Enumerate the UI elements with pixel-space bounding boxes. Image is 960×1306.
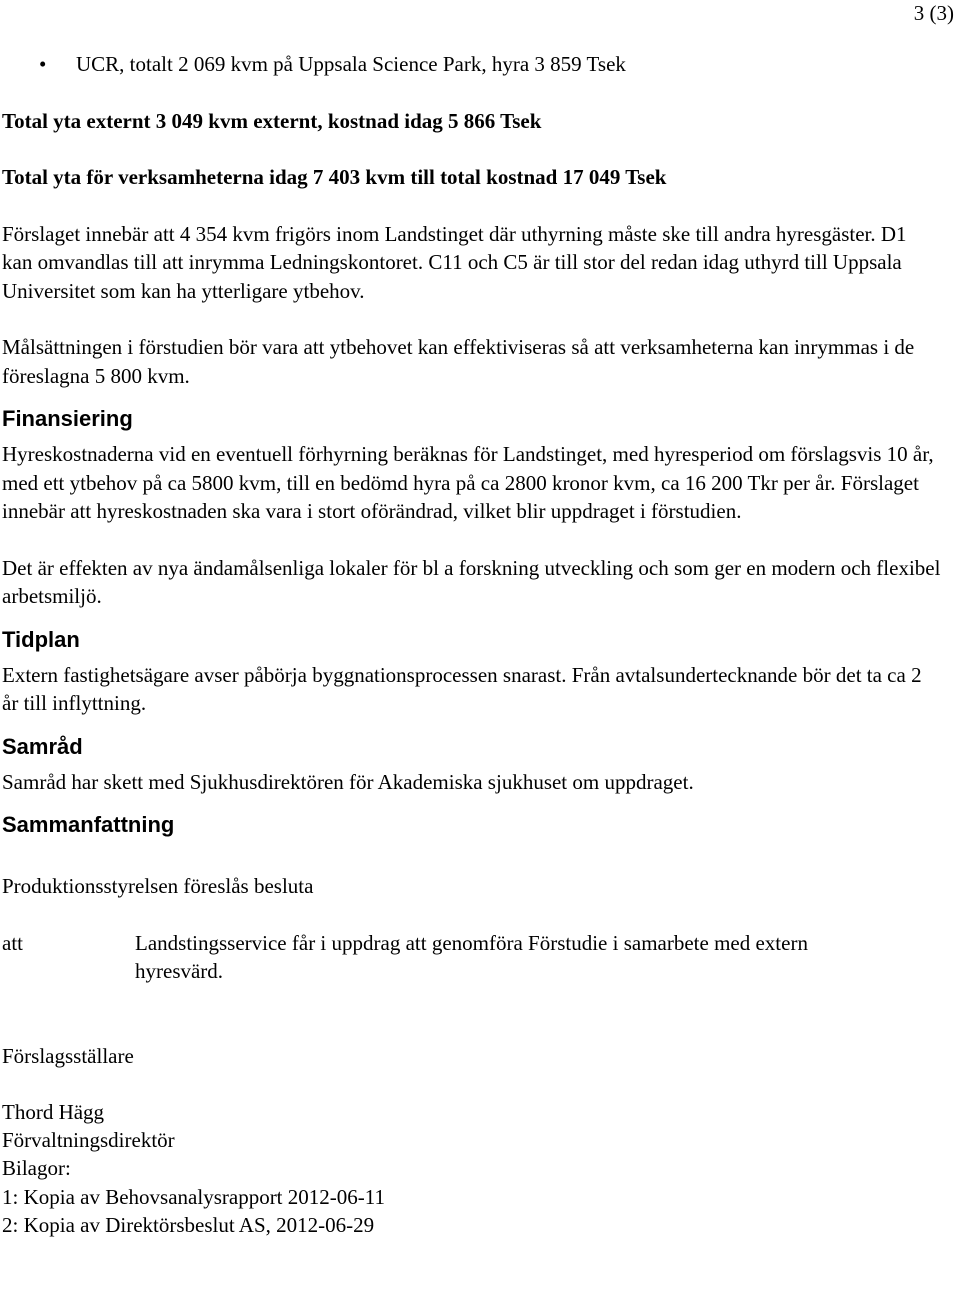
signatory-name: Thord Hägg — [2, 1099, 105, 1124]
schedule-paragraph: Extern fastighetsägare avser påbörja byggnationsprocessen snarast. Från avtalsundertecknande bör det ta ca 2 år till inflyttning. — [2, 662, 922, 715]
summary-heading: Sammanfattning — [2, 812, 175, 837]
total-external-line: Total yta externt 3 049 kvm externt, kostnad idag 5 866 Tsek — [2, 108, 542, 133]
financing-heading: Finansiering — [2, 406, 133, 431]
bullet-icon: • — [39, 52, 47, 76]
decision-text: Landstingsservice får i uppdrag att genomföra Förstudie i samarbete med extern hyresvärd. — [135, 930, 808, 983]
total-operations-line: Total yta för verksamheterna idag 7 403 kvm till total kostnad 17 049 Tsek — [2, 165, 667, 189]
decision-row — [2, 929, 942, 986]
attachment-item: 2: Kopia av Direktörsbeslut AS, 2012-06-29 — [2, 1212, 375, 1237]
bullet-text: UCR, totalt 2 069 kvm på Uppsala Science Park, hyra 3 859 Tsek — [76, 52, 626, 76]
attachments-label: Bilagor: — [2, 1156, 71, 1181]
proposal-paragraph: Förslaget innebär att 4 354 kvm frigörs inom Landstinget där uthyrning måste ske till andra hyresgäster. D1 kan omvandlas till att inrymma Ledningskontoret. C11 och C5 är till stor del redan idag uthyrd till Uppsala Universitet som kan ha ytterligare ytbehov. — [2, 221, 907, 303]
signature-block — [2, 1042, 942, 1240]
summary-intro: Produktionsstyrelsen föreslås besluta — [2, 874, 314, 898]
bullet-item-ucr — [2, 50, 942, 79]
financing-paragraph-1: Hyreskostnaderna vid en eventuell förhyrning beräknas för Landstinget, med hyresperiod om förslagsvis 10 år, med ett ytbehov på ca 5800 kvm, till en bedömd hyra på ca 2800 kronor kvm, ca 16 200 Tkr per år. Förslaget innebär att hyreskostnaden ska vara i stort oförändrad, vilket blir uppdraget i förstudien. — [2, 442, 934, 523]
schedule-heading: Tidplan — [2, 626, 80, 652]
decision-label: att — [2, 930, 23, 955]
objective-paragraph: Målsättningen i förstudien bör vara att ytbehovet kan effektiviseras så att verksamheterna kan inrymmas i de föreslagna 5 800 kvm. — [2, 335, 915, 388]
proposer-label: Förslagsställare — [2, 1043, 134, 1068]
signatory-title: Förvaltningsdirektör — [2, 1128, 175, 1153]
consultation-heading: Samråd — [2, 733, 83, 759]
attachment-item: 1: Kopia av Behovsanalysrapport 2012-06-11 — [2, 1184, 385, 1209]
page-number: 3 (3) — [913, 1, 954, 25]
consultation-paragraph: Samråd har skett med Sjukhusdirektören för Akademiska sjukhuset om uppdraget. — [2, 769, 694, 794]
document-body — [2, 50, 942, 1239]
financing-paragraph-2: Det är effekten av nya ändamålsenliga lokaler för bl a forskning utveckling och som ger en modern och flexibel arbetsmiljö. — [2, 555, 941, 608]
